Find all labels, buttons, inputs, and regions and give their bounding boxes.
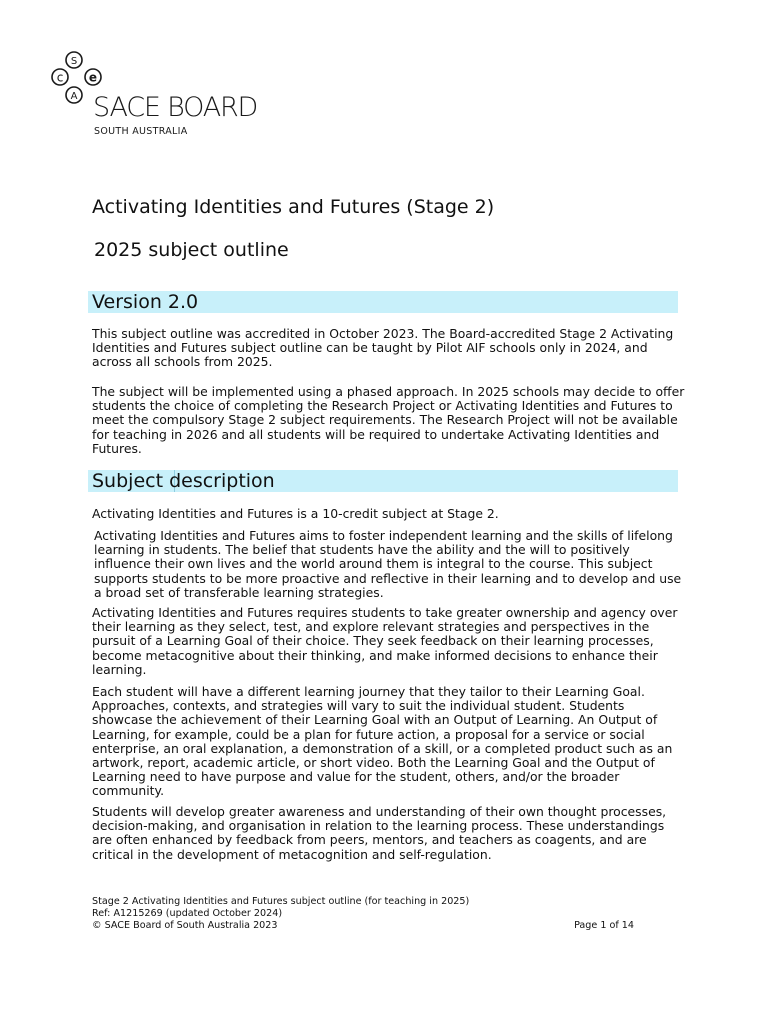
description-heading: Subject description (92, 470, 275, 492)
document-title: Activating Identities and Futures (Stage 2) (92, 196, 495, 218)
footer-outline-line: Stage 2 Activating Identities and Futures subject outline (for teaching in 2025) (92, 896, 470, 907)
footer-copyright: © SACE Board of South Australia 2023 (92, 920, 278, 931)
description-paragraph-3: Activating Identities and Futures requires students to take greater ownership and agency over their learning as they select, test, and explore relevant strategies and perspectives in the pursuit of a Learning Goal of their choice. They seek feedback on their learning processes, become metacognitive about their thinking, and make informed decisions to enhance their learning. (92, 605, 678, 677)
description-paragraph-4: Each student will have a different learning journey that they tailor to their Learning Goal. Approaches, contexts, and strategies will vary to suit the individual student. Students showcase the achievement of their Learning Goal with an Output of Learning. An Output of Learning, for example, could be a plan for future action, a proposal for a service or social enterprise, an oral explanation, a demonstration of a skill, or a completed product such as an artwork, report, academic article, or short video. Both the Learning Goal and the Output of Learning need to have purpose and value for the student, others, and/or the broader community. (92, 684, 673, 799)
logo-wordmark: SACE BOARD (93, 92, 258, 123)
logo-letter-c: c (56, 70, 64, 85)
logo-letter-e: e (88, 70, 98, 85)
footer-reference-line: Ref: A1215269 (updated October 2024) (92, 908, 283, 919)
version-paragraph-1: This subject outline was accredited in October 2023. The Board-accredited Stage 2 Activating Identities and Futures subject outline can be taught by Pilot AIF schools only in 2024, and across all schools from 2025. (92, 326, 674, 370)
sace-board-logo (46, 50, 286, 140)
description-paragraph-1: Activating Identities and Futures is a 10-credit subject at Stage 2. (92, 506, 499, 521)
footer-bottom-row (92, 920, 652, 932)
logo-subtitle: SOUTH AUSTRALIA (94, 126, 188, 137)
description-paragraph-5: Students will develop greater awareness and understanding of their own thought processes, decision-making, and organisation in relation to the learning process. These understandings are often enhanced by feedback from peers, mentors, and teachers as coagents, and are critical in the development of metacognition and self-regulation. (92, 804, 667, 862)
logo-letter-s: S (70, 56, 78, 67)
version-heading: Version 2.0 (92, 291, 199, 313)
document-subtitle: 2025 subject outline (94, 239, 289, 261)
logo-letter-a: A (70, 91, 78, 102)
description-paragraph-2: Activating Identities and Futures aims to foster independent learning and the skills of lifelong learning in students. The belief that students have the ability and the will to positively influence their own lives and the world around them is integral to the course. This subject supports students to be more proactive and reflective in their learning and to develop and use a broad set of transferable learning strategies. (94, 528, 682, 600)
page-footer (92, 896, 652, 932)
version-paragraph-2: The subject will be implemented using a phased approach. In 2025 schools may decide to offer students the choice of completing the Research Project or Activating Identities and Futures to meet the compulsory Stage 2 subject requirements. The Research Project will not be available for teaching in 2026 and all students will be required to undertake Activating Identities and Futures. (92, 384, 685, 456)
page-number: Page 1 of 14 (574, 920, 634, 931)
